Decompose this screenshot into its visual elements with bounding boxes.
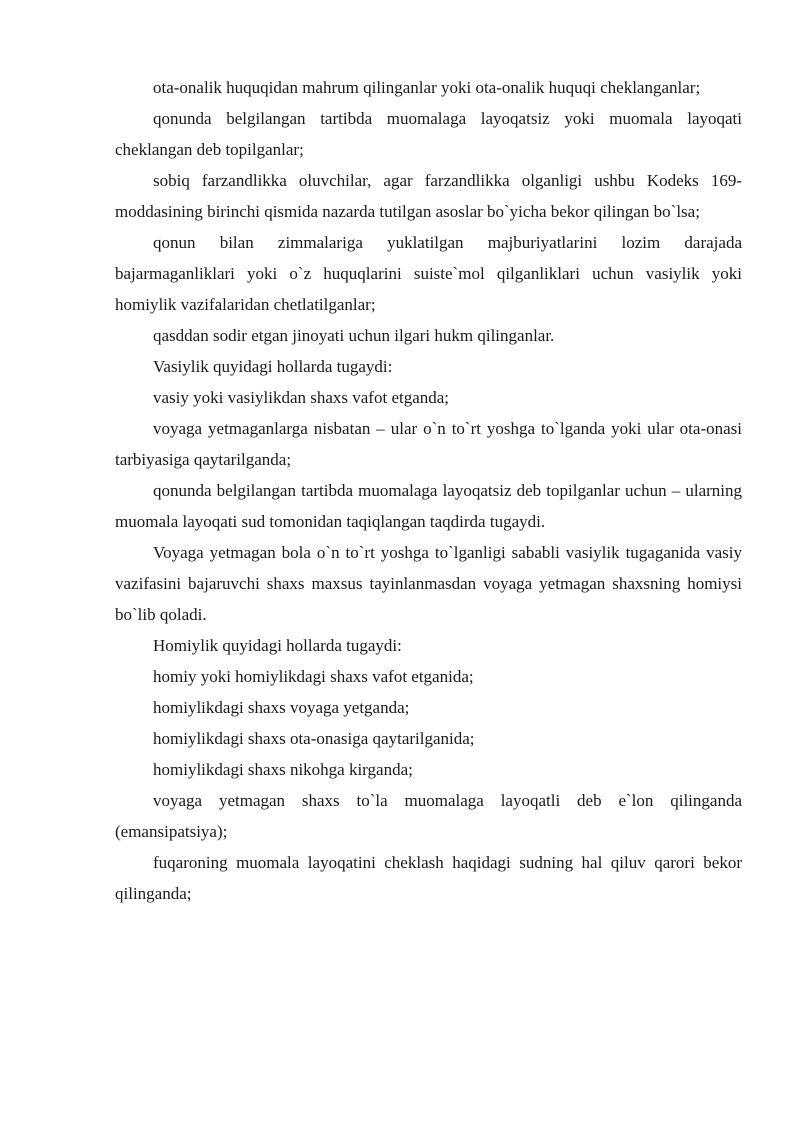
paragraph: ota-onalik huquqidan mahrum qilinganlar yoki ota-onalik huquqi cheklanganlar; [153,78,701,97]
paragraph: vasiy yoki vasiylikdan shaxs vafot etganda; [153,388,450,407]
paragraph: homiylikdagi shaxs voyaga yetganda; [153,698,410,717]
paragraph: homiylikdagi shaxs nikohga kirganda; [153,760,413,779]
document-page [115,72,742,909]
paragraph: qonunda belgilangan tartibda muomalaga layoqatsiz deb topilganlar uchun – ularning muomala layoqati sud tomonidan taqiqlangan taqdirda tugaydi. [115,481,742,531]
paragraph: sobiq farzandlikka oluvchilar, agar farzandlikka olganligi ushbu Kodeks 169-moddasining birinchi qismida nazarda tutilgan asoslar bo`yicha bekor qilingan bo`lsa; [115,171,742,221]
paragraph: voyaga yetmaganlarga nisbatan – ular o`n to`rt yoshga to`lganda yoki ular ota-onasi tarbiyasiga qaytarilganda; [115,419,742,469]
paragraph: Vasiylik quyidagi hollarda tugaydi: [153,357,393,376]
paragraph: fuqaroning muomala layoqatini cheklash haqidagi sudning hal qiluv qarori bekor qilinganda; [115,853,742,903]
paragraph: voyaga yetmagan shaxs to`la muomalaga layoqatli deb e`lon qilinganda (emansipatsiya); [115,791,742,841]
paragraph: homiylikdagi shaxs ota-onasiga qaytarilganida; [153,729,475,748]
paragraph: homiy yoki homiylikdagi shaxs vafot etganida; [153,667,474,686]
paragraph: qasddan sodir etgan jinoyati uchun ilgari hukm qilinganlar. [153,326,555,345]
paragraph: qonun bilan zimmalariga yuklatilgan majburiyatlarini lozim darajada bajarmaganliklari yoki o`z huquqlarini suiste`mol qilganliklari uchun vasiylik yoki homiylik vazifalaridan chetlatilganlar; [115,233,742,314]
paragraph: Homiylik quyidagi hollarda tugaydi: [153,636,402,655]
paragraph: qonunda belgilangan tartibda muomalaga layoqatsiz yoki muomala layoqati cheklangan deb topilganlar; [115,109,742,159]
paragraph: Voyaga yetmagan bola o`n to`rt yoshga to`lganligi sababli vasiylik tugaganida vasiy vazifasini bajaruvchi shaxs maxsus tayinlanmasdan voyaga yetmagan shaxsning homiysi bo`lib qoladi. [115,543,742,624]
